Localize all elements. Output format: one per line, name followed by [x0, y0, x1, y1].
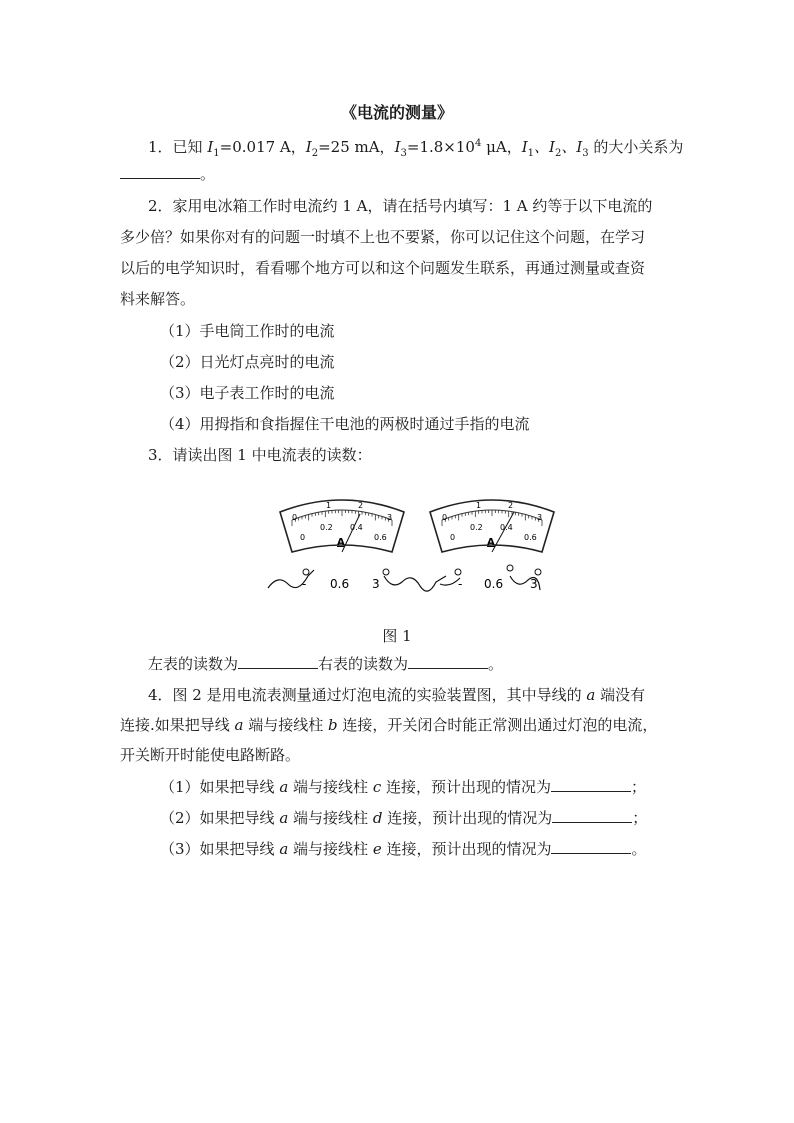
i3-sub: 3	[400, 148, 407, 159]
q4-line3: 开关断开时能使电路断路。	[120, 746, 301, 764]
q2-item-2: （2）日光灯点亮时的电流	[160, 353, 335, 371]
q1-prefix: 已知	[172, 138, 208, 156]
q2-item-3: （3）电子表工作时的电流	[160, 384, 335, 402]
left-top-2: 2	[358, 501, 364, 510]
q4-item1-var-a: a	[279, 778, 289, 796]
q4-item3-end: 。	[631, 840, 647, 858]
q4-item2-end: ；	[632, 809, 648, 827]
rel-a-sub: 1	[527, 148, 535, 159]
q4-item3-var-t: e	[372, 840, 382, 858]
left-bot-0: 0	[300, 533, 306, 542]
q4-l1b: 端没有	[595, 686, 646, 704]
q1-line1	[148, 134, 683, 164]
i3-exponent: 4	[474, 138, 482, 149]
i1-var: I	[207, 138, 214, 156]
i2-var: I	[305, 138, 312, 156]
q3-right-label: 右表的读数为	[318, 655, 409, 673]
q3-left-blank[interactable]	[238, 654, 318, 669]
rel-c-sub: 3	[582, 148, 589, 159]
q4-item-3	[160, 839, 647, 859]
right-terminal-neg-icon	[455, 569, 461, 575]
q4-l2-var-b: b	[328, 716, 338, 734]
left-ammeter	[280, 500, 404, 552]
q4-line2	[120, 715, 657, 735]
q2-line3: 以后的电学知识时，看看哪个地方可以和这个问题发生联系，再通过测量或查资	[120, 259, 646, 277]
right-bot-1: 0.2	[470, 523, 483, 532]
left-bot-3: 0.6	[374, 533, 387, 542]
q3-text: 3．请读出图 1 中电流表的读数：	[148, 446, 372, 464]
q4-l2b: 端与接线柱	[243, 716, 329, 734]
right-term-neg: -	[458, 577, 463, 591]
q4-item1-end: ；	[631, 778, 647, 796]
q4-item1-tail: 连接，预计出现的情况为	[381, 778, 551, 796]
right-bot-2: 0.4	[500, 523, 513, 532]
right-top-0: 0	[442, 513, 448, 522]
i1-value: =0.017 A，	[219, 138, 306, 156]
q4-line1	[148, 685, 645, 705]
i3-unit: μA，	[481, 138, 522, 156]
figure-1-ammeters	[262, 490, 562, 600]
q4-item2-var-a: a	[279, 809, 289, 827]
left-unit: A	[337, 537, 345, 548]
right-bot-3: 0.6	[524, 533, 537, 542]
right-terminal-06-icon	[507, 565, 513, 571]
q4-item3-tail: 连接，预计出现的情况为	[381, 840, 552, 858]
left-top-0: 0	[292, 513, 298, 522]
right-bot-0: 0	[450, 533, 456, 542]
q2-line2: 多少倍？如果你对有的问题一时填不上也不要紧，你可以记住这个问题，在学习	[120, 228, 646, 246]
left-term-06: 0.6	[330, 577, 350, 591]
q4-item3-mid: 端与接线柱	[288, 840, 373, 858]
rel-tail: 的大小关系为	[588, 138, 684, 156]
i2-value: =25 mA，	[318, 138, 395, 156]
q4-item-2	[160, 808, 647, 828]
q4-item2-prefix: （2）如果把导线	[160, 809, 280, 827]
q4-item3-prefix: （3）如果把导线	[160, 840, 280, 858]
left-top-1: 1	[326, 501, 332, 510]
q1-end: 。	[200, 165, 216, 183]
q4-l2a: 连接.如果把导线	[120, 716, 235, 734]
rel-b: 、I	[534, 138, 555, 156]
left-terminal-3-icon	[383, 569, 389, 575]
q3-left-label: 左表的读数为	[148, 655, 239, 673]
right-unit: A	[487, 537, 495, 548]
q2-item-1: （1）手电筒工作时的电流	[160, 322, 335, 340]
q4-item1-prefix: （1）如果把导线	[160, 778, 280, 796]
q4-item1-var-t: c	[372, 778, 382, 796]
q4-l1-var: a	[586, 686, 596, 704]
left-terminal-neg-icon	[303, 569, 309, 575]
left-top-3: 3	[387, 513, 393, 522]
q4-item2-mid: 端与接线柱	[288, 809, 373, 827]
q1-number: 1．	[148, 138, 173, 156]
q4-item-1	[160, 777, 646, 797]
q2-line4: 料来解答。	[120, 290, 196, 308]
q3-right-blank[interactable]	[408, 654, 488, 669]
left-term-neg: -	[302, 577, 307, 591]
q4-item2-var-t: d	[372, 809, 383, 827]
left-bot-1: 0.2	[320, 523, 333, 532]
right-top-1: 1	[476, 501, 482, 510]
q2-line1: 2．家用电冰箱工作时电流约 1 A，请在括号内填写：1 A 约等于以下电流的	[148, 197, 653, 215]
q1-line2	[120, 164, 215, 184]
q2-item-4: （4）用拇指和食指握住干电池的两极时通过手指的电流	[160, 415, 530, 433]
right-terminal-3-icon	[535, 569, 541, 575]
left-bot-2: 0.4	[350, 523, 363, 532]
right-term-06: 0.6	[484, 577, 504, 591]
q4-item1-mid: 端与接线柱	[288, 778, 373, 796]
right-term-3: 3	[530, 577, 538, 591]
right-top-2: 2	[508, 501, 514, 510]
right-top-3: 3	[537, 513, 543, 522]
q4-l1a: 4．图 2 是用电流表测量通过灯泡电流的实验装置图，其中导线的	[148, 686, 587, 704]
rel-c: 、I	[561, 138, 583, 156]
i3-value: =1.8×10	[406, 138, 475, 156]
q3-answer-line	[148, 654, 503, 674]
q4-l2c: 连接，开关闭合时能正常测出通过灯泡的电流，	[337, 716, 658, 734]
q1-answer-blank[interactable]	[120, 164, 200, 179]
i2-sub: 2	[311, 148, 319, 159]
i1-sub: 1	[213, 148, 220, 159]
right-ammeter	[430, 500, 554, 552]
figure-1-caption: 图 1	[382, 627, 412, 645]
q4-item3-blank[interactable]	[551, 839, 631, 854]
q4-item2-blank[interactable]	[552, 808, 632, 823]
i3-var: I	[394, 138, 401, 156]
q4-item3-var-a: a	[279, 840, 289, 858]
rel-a: I	[521, 138, 528, 156]
q4-l2-var-a: a	[234, 716, 244, 734]
q4-item1-blank[interactable]	[551, 777, 631, 792]
rel-b-sub: 2	[554, 148, 562, 159]
q3-end: 。	[488, 655, 504, 673]
page-title: 《电流的测量》	[340, 103, 453, 122]
q4-item2-tail: 连接，预计出现的情况为	[382, 809, 553, 827]
left-term-3: 3	[372, 577, 380, 591]
